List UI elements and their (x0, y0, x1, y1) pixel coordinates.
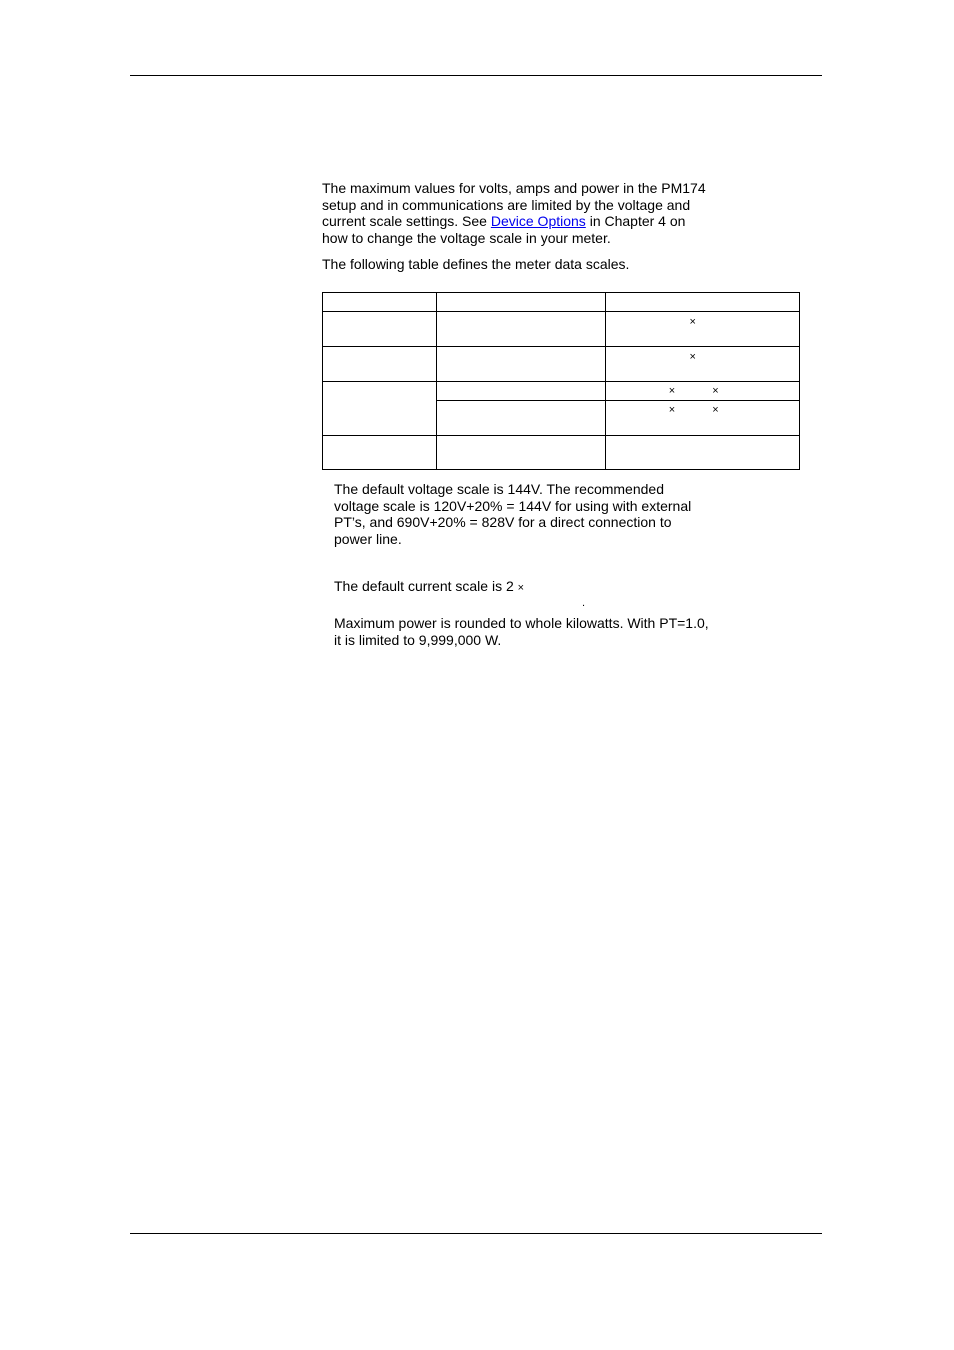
current-note-trailing-dot: . (582, 597, 586, 609)
intro-line-1: The maximum values for volts, amps and power in the PM174 (322, 180, 706, 196)
voltage-note-line-2: voltage scale is 120V+20% = 144V for using with external (334, 497, 692, 514)
multiply-sign: × (517, 582, 525, 594)
multiply-sign: × (689, 351, 696, 363)
table-cell (436, 382, 606, 401)
table-cell (323, 436, 437, 470)
table-cell (323, 347, 437, 382)
device-options-link[interactable]: Device Options (490, 213, 586, 229)
table-cell (606, 312, 800, 347)
voltage-note-line-1: The default voltage scale is 144V. The recommended (334, 481, 664, 497)
intro-line-4: how to change the voltage scale in your meter. (322, 229, 611, 246)
table-header-cell (323, 293, 437, 312)
multiply-sign: × (668, 404, 676, 416)
table-intro: The following table defines the meter data scales. (322, 256, 630, 272)
current-scale-note (334, 578, 734, 597)
table-cell (436, 401, 606, 436)
table-row (323, 312, 800, 347)
current-note-text: The default current scale is 2 (334, 578, 518, 594)
table-cell (606, 436, 800, 470)
table-cell (436, 436, 606, 470)
table-cell (323, 382, 437, 436)
voltage-scale-note (334, 481, 734, 547)
table-header-cell (436, 293, 606, 312)
table-cell (606, 401, 800, 436)
intro-line-3: current scale settings. See (322, 213, 491, 229)
table-cell (436, 347, 606, 382)
voltage-note-line-4: power line. (334, 530, 402, 547)
voltage-note-line-3: PT’s, and 690V+20% = 828V for a direct connection to (334, 514, 672, 530)
header-rule (130, 75, 822, 76)
intro-line-2: setup and in communications are limited by the voltage and (322, 196, 691, 213)
table-cell (606, 382, 800, 401)
table-cell (436, 312, 606, 347)
intro-paragraph (322, 180, 742, 246)
multiply-sign: × (668, 385, 676, 397)
table-header-cell (606, 293, 800, 312)
table-row (323, 382, 800, 401)
multiply-sign: × (712, 385, 719, 397)
footer-rule (130, 1233, 822, 1234)
power-note (334, 615, 734, 648)
table-row (323, 347, 800, 382)
intro-line-3-tail: in Chapter 4 on (585, 213, 686, 229)
multiply-sign: × (712, 404, 719, 416)
multiply-sign: × (689, 316, 696, 328)
table-cell (606, 347, 800, 382)
power-note-line-1: Maximum power is rounded to whole kilowatts. With PT=1.0, (334, 615, 709, 631)
data-scales-table (322, 292, 800, 470)
table-row (323, 436, 800, 470)
table-header-row (323, 293, 800, 312)
table-cell (323, 312, 437, 347)
power-note-line-2: it is limited to 9,999,000 W. (334, 631, 502, 648)
